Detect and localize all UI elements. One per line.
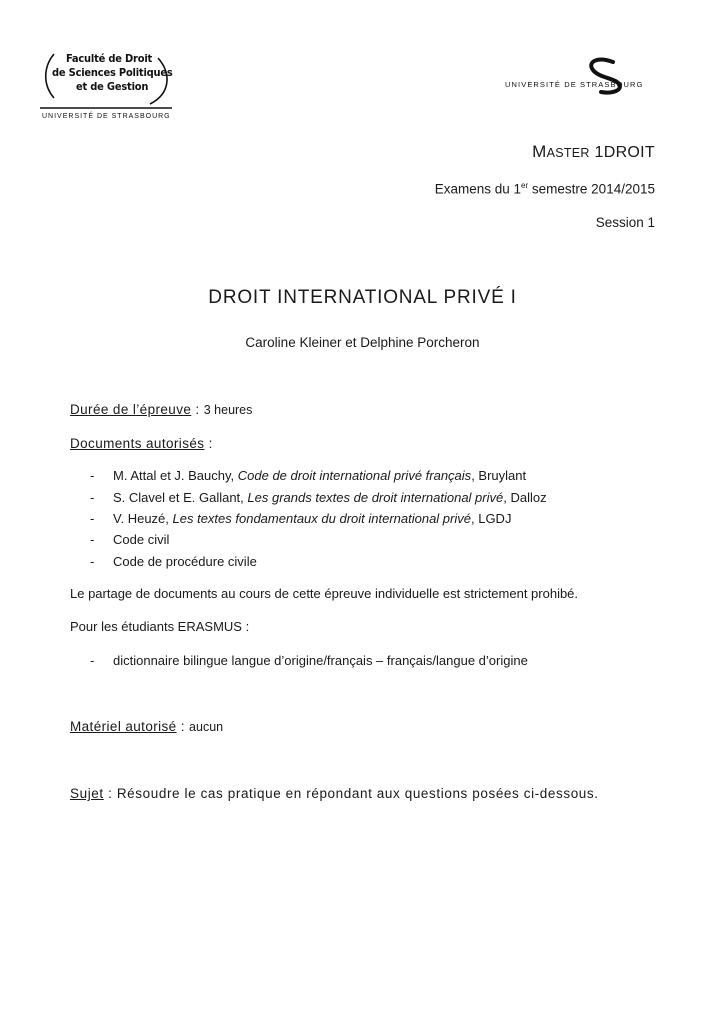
subject-label: Sujet xyxy=(70,786,104,801)
university-swoosh-icon xyxy=(505,50,663,108)
list-bullet: - xyxy=(90,511,95,526)
list-bullet: - xyxy=(90,490,95,505)
list-item: M. Attal et J. Bauchy, Code de droit international privé français, Bruylant xyxy=(113,468,527,483)
list-item: Code civil xyxy=(113,532,170,547)
faculty-logo-university: UNIVERSITÉ DE STRASBOURG xyxy=(42,113,171,120)
material-separator: : xyxy=(176,719,190,734)
faculty-logo-line-1: Faculté de Droit xyxy=(66,52,153,65)
list-item: V. Heuzé, Les textes fondamentaux du droit international privé, LGDJ xyxy=(113,511,512,526)
material-value: aucun xyxy=(189,720,224,734)
duration-label: Durée de l’épreuve xyxy=(70,402,192,417)
course-title: DROIT INTERNATIONAL PRIVÉ I xyxy=(208,287,517,308)
session-label: Session 1 xyxy=(595,215,655,230)
documents-line xyxy=(70,436,213,451)
documents-label: Documents autorisés xyxy=(70,436,205,451)
list-bullet: - xyxy=(90,653,95,668)
program-title-rest: ASTER xyxy=(546,146,590,160)
erasmus-item: dictionnaire bilingue langue d’origine/français – français/langue d’origine xyxy=(113,653,528,668)
exam-period-suffix: semestre 2014/2015 xyxy=(528,181,655,197)
duration-separator: : xyxy=(191,402,204,417)
list-bullet: - xyxy=(90,468,95,483)
sharing-notice: Le partage de documents au cours de cette épreuve individuelle est strictement prohibé. xyxy=(70,586,579,601)
material-line xyxy=(70,719,223,734)
subject-line xyxy=(70,786,599,801)
university-name: UNIVERSITÉ DE STRASBOURG xyxy=(505,80,644,89)
authors: Caroline Kleiner et Delphine Porcheron xyxy=(245,335,480,350)
documents-list xyxy=(0,468,725,578)
list-bullet: - xyxy=(90,554,95,569)
program-title xyxy=(532,142,655,162)
university-logo xyxy=(505,50,663,108)
program-title-initial: M xyxy=(532,142,547,161)
program-name: 1DROIT xyxy=(594,144,655,161)
list-bullet: - xyxy=(90,532,95,547)
faculty-logo xyxy=(40,48,174,126)
documents-separator: : xyxy=(204,436,213,451)
exam-period xyxy=(435,181,655,197)
erasmus-heading: Pour les étudiants ERASMUS : xyxy=(70,619,250,634)
duration-line xyxy=(70,402,252,417)
faculty-logo-line-3: et de Gestion xyxy=(76,80,149,93)
exam-period-sup: er xyxy=(521,181,529,190)
list-item: S. Clavel et E. Gallant, Les grands textes de droit international privé, Dalloz xyxy=(113,490,547,505)
duration-value: 3 heures xyxy=(203,403,253,417)
material-label: Matériel autorisé xyxy=(70,719,177,734)
subject-text: : Résoudre le cas pratique en répondant aux questions posées ci-dessous. xyxy=(103,786,599,801)
faculty-logo-line-2: de Sciences Politiques xyxy=(52,66,173,79)
list-item: Code de procédure civile xyxy=(113,554,257,569)
exam-period-prefix: Examens du 1 xyxy=(434,181,522,197)
